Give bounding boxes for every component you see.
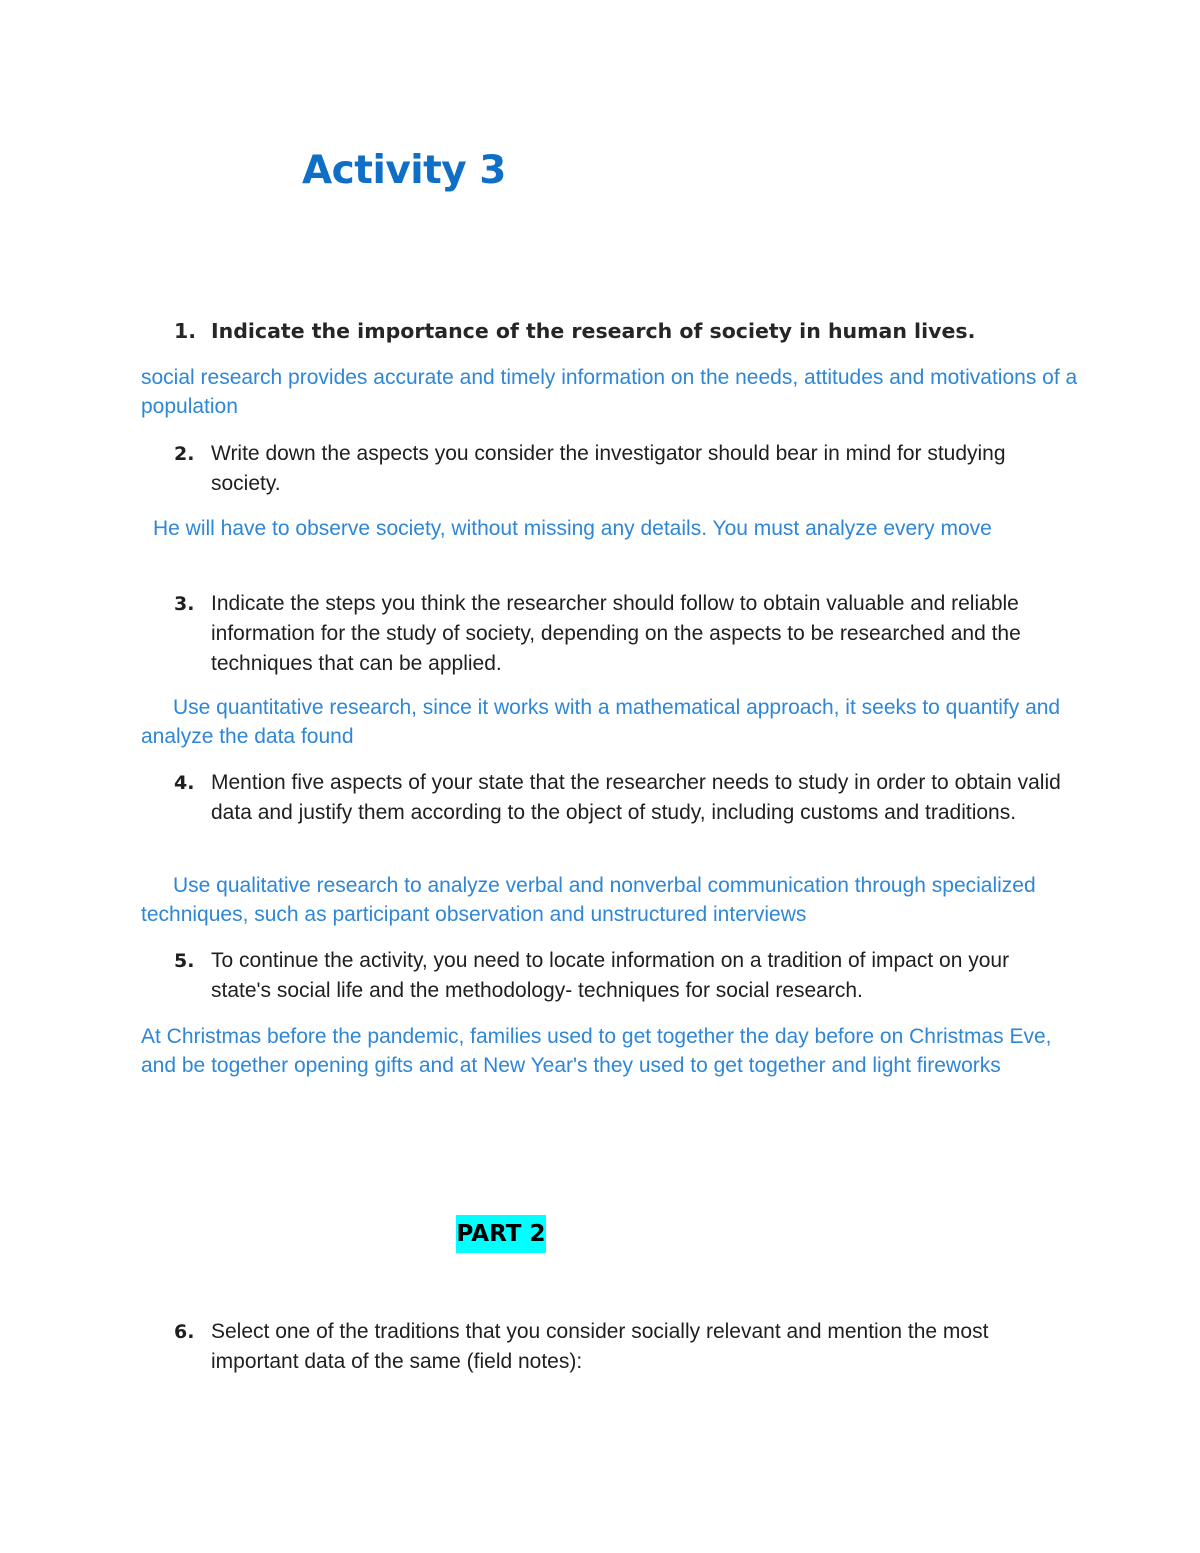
question-5 bbox=[174, 946, 1074, 1006]
question-3 bbox=[174, 589, 1074, 679]
question-number: 3. bbox=[174, 593, 195, 615]
question-text: Indicate the importance of the research of society in human lives. bbox=[211, 319, 976, 343]
answer-4: Use qualitative research to analyze verbal and nonverbal communication through specialized techniques, such as participant observation and unstructured interviews bbox=[141, 874, 1036, 926]
answer-2: He will have to observe society, without missing any details. You must analyze every move bbox=[153, 517, 992, 540]
question-number: 4. bbox=[174, 772, 195, 794]
page-title: Activity 3 bbox=[302, 148, 506, 193]
question-text: Indicate the steps you think the researcher should follow to obtain valuable and reliable information for the study of society, depending on the aspects to be researched and the techniques that can be applied. bbox=[211, 592, 1021, 675]
answer-1: social research provides accurate and timely information on the needs, attitudes and motivations of a population bbox=[141, 366, 1078, 418]
question-number: 6. bbox=[174, 1321, 195, 1343]
question-2 bbox=[174, 439, 1074, 499]
question-text: Write down the aspects you consider the investigator should bear in mind for studying society. bbox=[211, 442, 1006, 495]
question-number: 1. bbox=[174, 319, 197, 343]
question-number: 5. bbox=[174, 950, 195, 972]
question-text: Select one of the traditions that you consider socially relevant and mention the most important data of the same (field notes): bbox=[211, 1320, 989, 1373]
question-number: 2. bbox=[174, 443, 195, 465]
question-4 bbox=[174, 768, 1074, 828]
part-2-heading: PART 2 bbox=[456, 1215, 546, 1253]
answer-3: Use quantitative research, since it works with a mathematical approach, it seeks to quantify and analyze the data found bbox=[141, 696, 1061, 748]
question-1 bbox=[174, 316, 1074, 346]
question-text: Mention five aspects of your state that the researcher needs to study in order to obtain valid data and justify them according to the object of study, including customs and traditions. bbox=[211, 771, 1061, 824]
question-6 bbox=[174, 1317, 1074, 1377]
question-text: To continue the activity, you need to locate information on a tradition of impact on your state's social life and the methodology- techniques for social research. bbox=[211, 949, 1010, 1002]
answer-5: At Christmas before the pandemic, families used to get together the day before on Christmas Eve, and be together opening gifts and at New Year's they used to get together and light fireworks bbox=[141, 1025, 1052, 1077]
